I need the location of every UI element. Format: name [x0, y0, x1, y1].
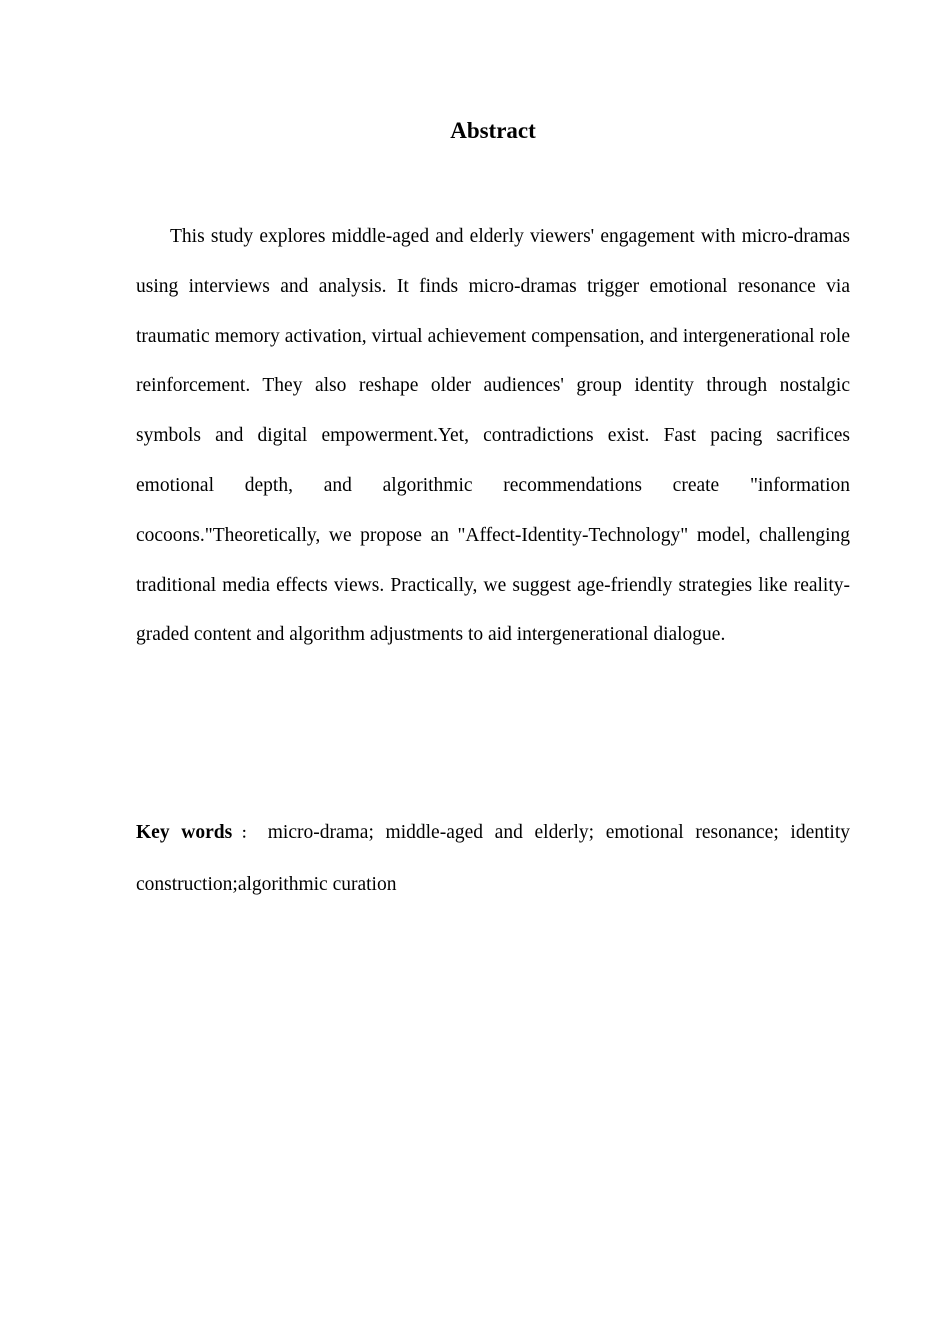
keywords-line [136, 808, 850, 910]
keywords-list: micro-drama; middle-aged and elderly; emotional resonance; identity construction;algorithmic curation [136, 822, 851, 895]
keywords-separator: ： [234, 826, 262, 842]
keywords-label: Key words [136, 822, 233, 843]
abstract-paragraph: This study explores middle-aged and elderly viewers' engagement with micro-dramas using interviews and analysis. It finds micro-dramas trigger emotional resonance via traumatic memory activation, virtual achievement compensation, and intergenerational role reinforcement. They also reshape older audiences' group identity through nostalgic symbols and digital empowerment.Yet, contradictions exist. Fast pacing sacrifices emotional depth, and algorithmic recommendations create "information cocoons."Theoretically, we propose an "Affect-Identity-Technology" model, challenging traditional media effects views. Practically, we suggest age-friendly strategies like reality-graded content and algorithm adjustments to aid intergenerational dialogue. [136, 226, 850, 646]
abstract-heading: Abstract [450, 118, 536, 143]
